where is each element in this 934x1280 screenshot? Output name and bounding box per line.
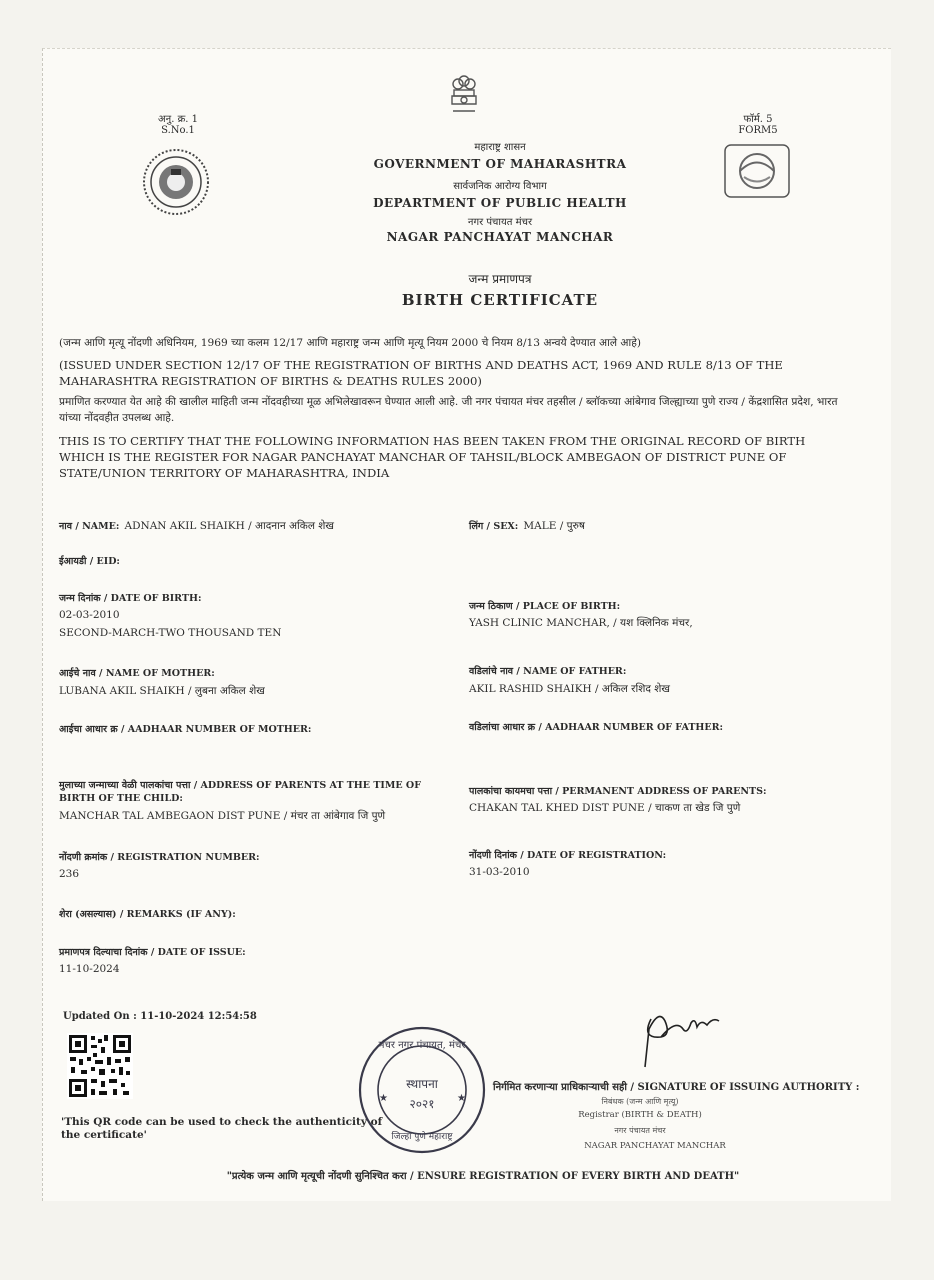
registrar-mr: निबंधक (जन्म आणि मृत्यू) [601, 1097, 679, 1106]
form-label-mr: फॉर्म. 5 [743, 114, 773, 125]
official-stamp [357, 1025, 487, 1155]
sno-label-mr: अनु. क्र. 1 [158, 114, 198, 125]
certify-text: THIS IS TO CERTIFY THAT THE FOLLOWING INFORMATION HAS BEEN TAKEN FROM THE ORIGINAL RECORD OF BIRTH WHICH IS THE REGISTER FOR NAGAR PANCHAYAT MANCHAR OF TAHSIL/BLOCK AMBEGAON OF DISTRICT PUNE OF STATE/UNION TERRITORY OF MAHARASHTRA, INDIA [59, 434, 806, 480]
govt-name: GOVERNMENT OF MAHARASHTRA [373, 157, 627, 171]
mother-label: आईचे नाव / NAME OF MOTHER: [59, 668, 215, 679]
national-emblem-icon [447, 75, 481, 121]
updated-on: Updated On : 11-10-2024 12:54:58 [63, 1011, 257, 1022]
certify-text-mr: प्रमाणित करण्यात येत आहे की खालील माहिती जन्म नोंदवहीच्या मूळ अभिलेखावरून घेण्यात आली आहे. जी नगर पंचायत मंचर तहसील / ब्लॉकच्या आंबेगाव जिल्ह्याच्या पुणे राज्य / केंद्रशासित प्रदेश, भारत यांच्या नोंदवहीत उपलब्ध आहे. [59, 396, 838, 424]
name-label: नाव / NAME: [59, 521, 120, 532]
sex-label: लिंग / SEX: [469, 521, 519, 532]
dob-value: 02-03-2010 [59, 609, 120, 621]
signature-icon [631, 999, 727, 1071]
issue-date-value: 11-10-2024 [59, 963, 120, 975]
svg-text:★: ★ [457, 1093, 466, 1104]
eid-label: ईआयडी / EID: [59, 556, 120, 567]
certificate-page [42, 48, 891, 1201]
father-label: वडिलांचे नाव / NAME OF FATHER: [469, 666, 627, 677]
mother-value: LUBANA AKIL SHAIKH / लुबना अकिल शेख [59, 685, 265, 697]
reg-no-label: नोंदणी क्रमांक / REGISTRATION NUMBER: [59, 852, 260, 863]
aadhaar-father-label: वडिलांचा आधार क्र / AADHAAR NUMBER OF FATHER: [469, 722, 724, 733]
name-field [59, 514, 334, 533]
qr-code[interactable] [67, 1033, 133, 1099]
ensure-registration-note: "प्रत्येक जन्म आणि मृत्यूची नोंदणी सुनिश्चित करा / ENSURE REGISTRATION OF EVERY BIRTH AND DEATH" [226, 1171, 740, 1182]
title-mr: जन्म प्रमाणपत्र [468, 272, 532, 286]
stamp-year: २०२१ [409, 1097, 435, 1111]
addr-birth-label: मुलाच्या जन्माच्या वेळी पालकांचा पत्ता / ADDRESS OF PARENTS AT THE TIME OF BIRTH OF THE CHILD: [59, 780, 421, 804]
dept-name: DEPARTMENT OF PUBLIC HEALTH [373, 196, 627, 210]
sex-value: MALE / पुरुष [523, 520, 585, 532]
maharashtra-seal-icon [141, 147, 211, 217]
registrar-office-mr: नगर पंचायत मंचर [614, 1126, 666, 1135]
form-label: FORM5 [738, 125, 778, 136]
pob-label: जन्म ठिकाण / PLACE OF BIRTH: [469, 601, 621, 612]
registrar-office: NAGAR PANCHAYAT MANCHAR [584, 1141, 726, 1151]
certificate-title: BIRTH CERTIFICATE [401, 291, 599, 309]
reg-date-label: नोंदणी दिनांक / DATE OF REGISTRATION: [469, 850, 667, 861]
sno-label: S.No.1 [161, 125, 195, 136]
qr-note: 'This QR code can be used to check the authenticity of the certificate' [61, 1116, 383, 1141]
health-logo-icon [724, 144, 790, 198]
issue-date-label: प्रमाणपत्र दिल्याचा दिनांक / DATE OF ISSUE: [59, 947, 246, 958]
stamp-bottom-text: जिल्हा पुणे महाराष्ट्र [391, 1132, 453, 1142]
office-name-mr: नगर पंचायत मंचर [467, 217, 533, 228]
stamp-top-text: मंचर नगर पंचायत, मंचर [378, 1040, 466, 1051]
stamp-center-text: स्थापना [406, 1077, 438, 1091]
issued-under-mr: (जन्म आणि मृत्यू नोंदणी अधिनियम, 1969 च्या कलम 12/17 आणि महाराष्ट्र जन्म आणि मृत्यू नियम 2000 चे नियम 8/13 अन्वये देण्यात आले आहे) [59, 337, 641, 349]
dob-label: जन्म दिनांक / DATE OF BIRTH: [59, 593, 202, 604]
reg-no-value: 236 [59, 868, 80, 880]
sex-field [469, 514, 585, 533]
addr-perm-label: पालकांचा कायमचा पत्ता / PERMANENT ADDRESS OF PARENTS: [469, 786, 767, 797]
govt-name-mr: महाराष्ट्र शासन [474, 142, 526, 153]
office-name: NAGAR PANCHAYAT MANCHAR [386, 230, 614, 244]
aadhaar-mother-label: आईचा आधार क्र / AADHAAR NUMBER OF MOTHER: [59, 724, 312, 735]
addr-birth-value: MANCHAR TAL AMBEGAON DIST PUNE / मंचर ता आंबेगाव जि पुणे [59, 810, 386, 822]
pob-value: YASH CLINIC MANCHAR, / यश क्लिनिक मंचर, [469, 617, 693, 629]
registrar-title: Registrar (BIRTH & DEATH) [578, 1110, 702, 1120]
issued-under: (ISSUED UNDER SECTION 12/17 OF THE REGISTRATION OF BIRTHS AND DEATHS ACT, 1969 AND RULE 8/13 OF THE MAHARASHTRA REGISTRATION OF BIRTHS & DEATHS RULES 2000) [59, 358, 783, 388]
father-value: AKIL RASHID SHAIKH / अकिल रशिद शेख [469, 683, 670, 695]
remarks-label: शेरा (असल्यास) / REMARKS (IF ANY): [59, 909, 236, 920]
signature-label: निर्गमित करणाऱ्या प्राधिकाऱ्याची सही / SIGNATURE OF ISSUING AUTHORITY : [493, 1082, 860, 1093]
addr-perm-value: CHAKAN TAL KHED DIST PUNE / चाकण ता खेड जि पुणे [469, 802, 741, 814]
reg-date-value: 31-03-2010 [469, 866, 530, 878]
dept-name-mr: सार्वजनिक आरोग्य विभाग [453, 181, 547, 192]
dob-words: SECOND-MARCH-TWO THOUSAND TEN [59, 627, 282, 639]
name-value: ADNAN AKIL SHAIKH / आदनान अकिल शेख [124, 520, 335, 532]
svg-text:★: ★ [379, 1093, 388, 1104]
